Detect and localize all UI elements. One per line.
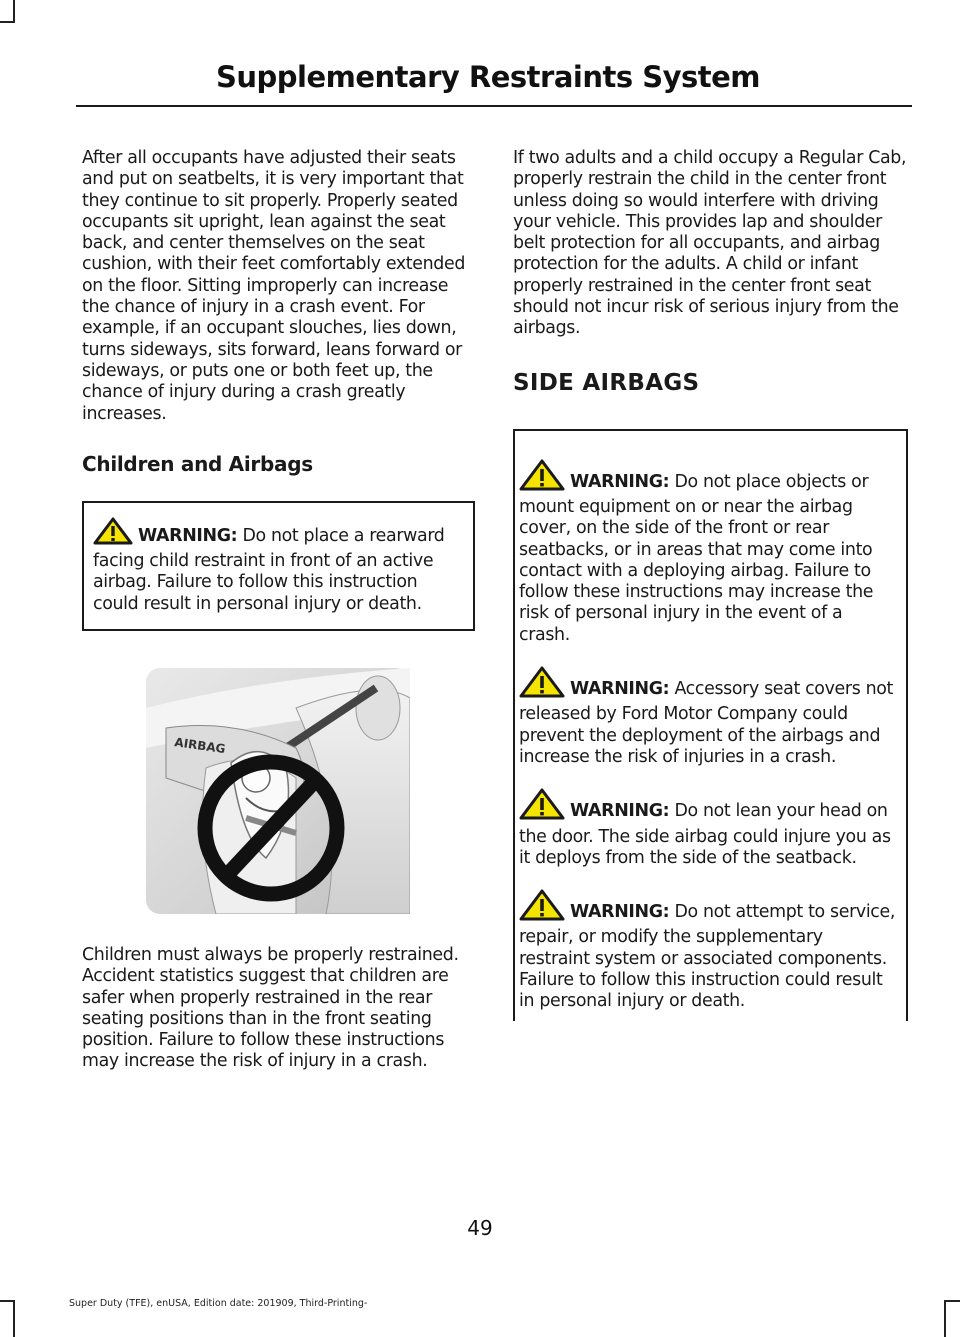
warning-triangle-icon [519, 889, 565, 927]
warning-box [82, 501, 475, 631]
warning-body: Accessory seat covers not released by Ford Motor Company could prevent the deployment of the airbags and increase the risk of injuries in a crash. [519, 679, 894, 767]
warning-body: Do not lean your head on the door. The side airbag could injure you as it deploys from the side of the seatback. [519, 801, 891, 868]
side-airbag-warning-box [513, 429, 908, 1021]
header-divider [76, 105, 912, 107]
crop-mark [944, 1300, 960, 1302]
warning-triangle-icon [519, 459, 565, 497]
warning-label: WARNING: [138, 525, 238, 546]
warning-label: WARNING: [570, 679, 670, 700]
intro-paragraph: After all occupants have adjusted their seats and put on seatbelts, it is very important that they continue to sit properly. Properly seated occupants sit upright, lean against the seat back, and center themselves on the seat cushion, with their feet comfortably extended on the floor. Sitting improperly can increase the chance of injury in a crash event. For example, if an occupant slouches, lies down, turns sideways, sits forward, leans forward or sideways, or puts one or both feet up, the chance of injury during a crash greatly increases. [82, 148, 466, 424]
crop-mark [0, 1300, 15, 1302]
warning-text [519, 666, 897, 768]
airbag-label: AIRBAG [173, 735, 227, 757]
warning-label: WARNING: [570, 471, 670, 492]
warning-text [519, 889, 897, 1012]
crop-mark [944, 1300, 946, 1337]
no-child-seat-figure [146, 668, 410, 914]
warning-triangle-icon [93, 517, 133, 551]
warning-body: Do not attempt to service, repair, or modify the supplementary restraint system or associated components. Failure to follow this instruction could result in personal injury or death. [519, 902, 896, 1012]
crop-mark [0, 21, 15, 23]
warning-label: WARNING: [570, 801, 670, 822]
section-subheading: Children and Airbags [82, 451, 313, 476]
warning-text [519, 459, 897, 646]
warning-text [519, 788, 897, 869]
warning-triangle-icon [519, 788, 565, 826]
warning-body: Do not place a rearward facing child restraint in front of an active airbag. Failure to follow this instruction could result in personal injury or death. [93, 525, 445, 614]
warning-triangle-icon [519, 666, 565, 704]
children-paragraph: Children must always be properly restrained. Accident statistics suggest that children are safer when properly restrained in the rear seating positions than in the front seating position. Failure to follow these instructions may increase the risk of injury in a crash. [82, 945, 459, 1072]
warning-text [93, 517, 464, 615]
right-column [513, 148, 908, 1021]
regular-cab-paragraph: If two adults and a child occupy a Regular Cab, properly restrain the child in the center front unless doing so would interfere with driving your vehicle. This provides lap and shoulder belt protection for all occupants, and airbag protection for the adults. A child or infant properly restrained in the center front seat should not incur risk of serious injury from the airbags. [513, 148, 907, 339]
warning-body: Do not place objects or mount equipment on or near the airbag cover, on the side of the front or rear seatbacks, or in areas that may come into contact with a deploying airbag. Failure to follow these instructions may increase the risk of personal injury in the event of a crash. [519, 471, 874, 645]
section-heading: SIDE AIRBAGS [513, 369, 700, 396]
crop-mark [13, 0, 15, 22]
left-column [82, 148, 475, 631]
page-number: 49 [467, 1216, 493, 1240]
footer-edition: Super Duty (TFE), enUSA, Edition date: 201909, Third-Printing- [69, 1298, 368, 1309]
crop-mark [13, 1300, 15, 1337]
left-column-lower [82, 945, 475, 1073]
warning-label: WARNING: [570, 902, 670, 923]
page-title: Supplementary Restraints System [215, 60, 760, 94]
